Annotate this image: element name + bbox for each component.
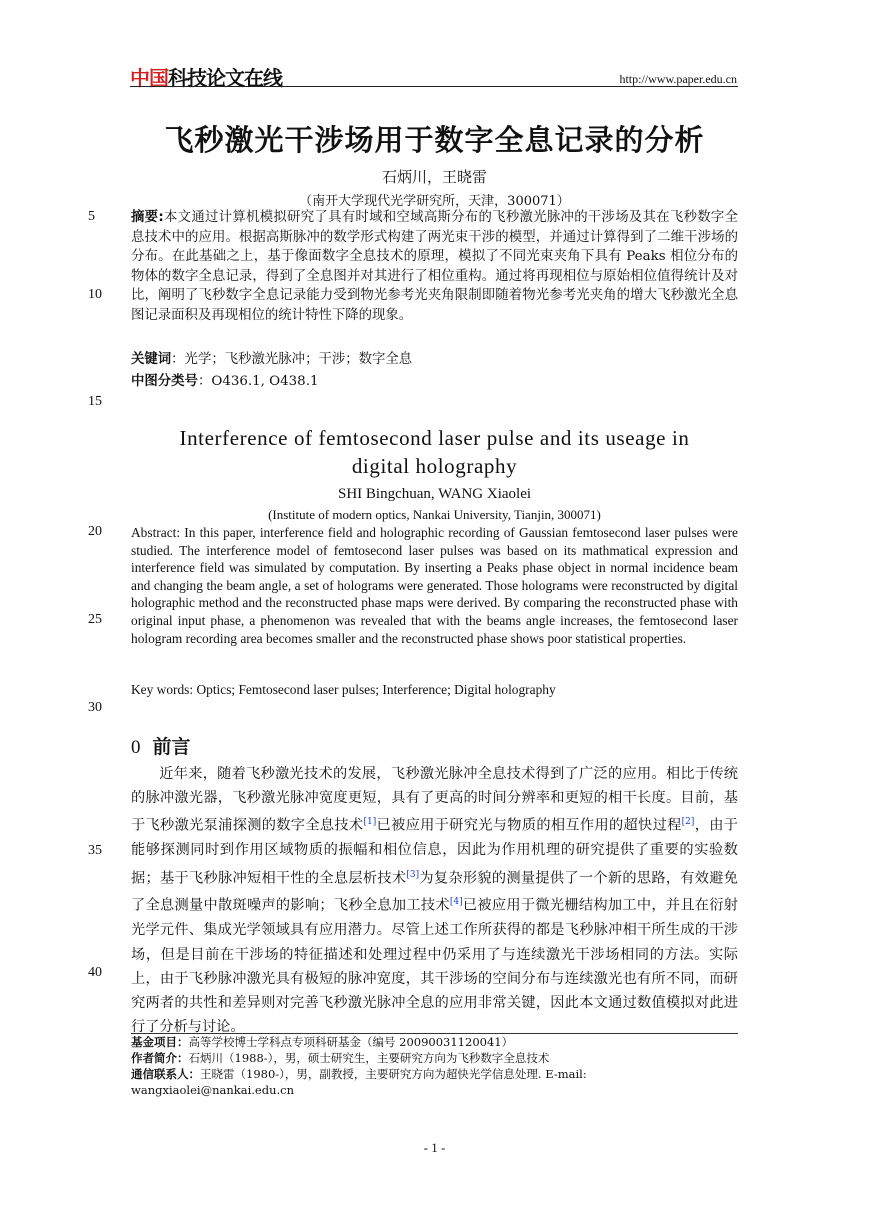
line-number: 5 bbox=[88, 209, 95, 224]
abstract-label: 摘要: bbox=[131, 210, 164, 225]
footnote-contact bbox=[131, 1067, 738, 1099]
title-chinese: 飞秒激光干涉场用于数字全息记录的分析 bbox=[164, 123, 705, 157]
citation-link[interactable]: [1] bbox=[363, 817, 377, 828]
section-title: 前言 bbox=[152, 736, 191, 758]
abstract-english-text: In this paper, interference field and holographic recording of Gaussian femtosecond laser pulses were studied. The interference model of femtosecond laser pulses was based on its mathmatical expression and interference field was simulated by computation. By inserting a Peaks phase object in normal incidence beam and changing the beam angle, a set of holograms were generated. Those holograms were reconstructed by digital holographic method and the reconstructed phase maps were derived. By comparing the reconstructed phase with original input phase, a phenomenon was revealed that with the beams angle increases, the femtosecond laser hologram recording area becomes smaller and the reconstructed phase shows poor statistical properties. bbox=[131, 525, 738, 646]
footnote-author bbox=[131, 1051, 738, 1067]
footnote-rule bbox=[131, 1033, 738, 1034]
authors-english: SHI Bingchuan, WANG Xiaolei bbox=[337, 486, 532, 502]
abstract-text: 本文通过计算机模拟研究了具有时域和空域高斯分布的飞秒激光脉冲的干涉场及其在飞秒数字全息技术中的应用。根据高斯脉冲的数学形式构建了两光束干涉的模型，并通过计算得到了二维干涉场的分布。在此基础之上，基于像面数字全息技术的原理，模拟了不同光束夹角下具有 Peaks 相位分布的物体的数字全息记录，得到了全息图并对其进行了相位重构。通过将再现相位与原始相位值得统计及对比，阐明了飞秒数字全息记录能力受到物光参考光夹角限制即随着物光参考光夹角的增大飞秒激光全息图记录面积及再现相位的统计特性下降的现象。 bbox=[131, 210, 738, 323]
citation-link[interactable]: [3] bbox=[406, 869, 420, 880]
line-number: 10 bbox=[88, 287, 102, 302]
intro-paragraph bbox=[131, 762, 738, 1039]
line-number: 20 bbox=[88, 524, 102, 539]
line-number: 35 bbox=[88, 843, 102, 858]
affiliation-chinese: （南开大学现代光学研究所，天津，300071） bbox=[299, 194, 570, 209]
authors-chinese: 石炳川，王晓雷 bbox=[381, 168, 487, 186]
abstract-english-label: Abstract: bbox=[131, 525, 181, 540]
keywords-text: ：光学；飞秒激光脉冲；干涉；数字全息 bbox=[171, 352, 413, 367]
intro-text: 已被应用于研究光与物质的相互作用的超快过程 bbox=[376, 818, 682, 835]
header-url[interactable]: http://www.paper.edu.cn bbox=[619, 72, 737, 86]
abstract-chinese bbox=[131, 208, 738, 326]
intro-text: ，由于能够探测同时到作用区域物质的振幅和相位信息，因此为作用机理的研究提供了重要的实验数据；基于飞秒脉冲短相干性的全息层析技术 bbox=[131, 818, 738, 887]
footnote-text: 石炳川（1988-），男，硕士研究生，主要研究方向为飞秒数字全息技术 bbox=[188, 1051, 550, 1065]
logo-part-red: 中国 bbox=[130, 66, 168, 90]
header-rule bbox=[130, 86, 738, 87]
clc-number bbox=[131, 370, 318, 389]
citation-link[interactable]: [4] bbox=[449, 897, 463, 908]
keywords-label: 关键词 bbox=[131, 352, 172, 367]
keywords-english bbox=[131, 682, 556, 698]
affiliation-english: (Institute of modern optics, Nankai University, Tianjin, 300071) bbox=[268, 507, 601, 522]
title-english-line: Interference of femtosecond laser pulse and its useage in bbox=[179, 426, 690, 450]
intro-text: 近年来，随着飞秒激光技术的发展，飞秒激光脉冲全息技术得到了广泛的应用。相比于传统的脉冲激光器，飞秒激光脉冲宽度更短，具有了更高的时间分辨率和更短的相干长度。目前，基于飞秒激光泵浦探测的数字全息技术 bbox=[131, 766, 738, 835]
section-heading bbox=[131, 732, 191, 759]
intro-text: 为复杂形貌的测量提供了一个新的思路，有效避免了全息测量中散斑噪声的影响；飞秒全息加工技术 bbox=[131, 870, 738, 915]
keywords-chinese bbox=[131, 348, 412, 367]
section-number: 0 bbox=[131, 737, 141, 758]
keywords-english-text: Optics; Femtosecond laser pulses; Interference; Digital holography bbox=[193, 682, 556, 697]
footnote-text: 高等学校博士学科点专项科研基金（编号 20090031120041） bbox=[188, 1035, 514, 1049]
intro-text: 已被应用于微光栅结构加工中，并且在衍射光学元件、集成光学领域具有应用潜力。尽管上述工作所获得的都是飞秒脉冲相干所生成的干涉场，但是目前在干涉场的特征描述和处理过程中仍采用了与连续激光干涉场相同的方法。实际上，由于飞秒脉冲激光具有极短的脉冲宽度，其干涉场的空间分布与连续激光也有所不同，而研究两者的共性和差异则对完善飞秒激光脉冲全息的应用非常关键，因此本文通过数值模拟对此进行了分析与讨论。 bbox=[131, 898, 738, 1036]
footnote-text: 王晓雷（1980-），男，副教授，主要研究方向为超快光学信息处理. E-mail: wangxiaolei@nankai.edu.cn bbox=[131, 1067, 587, 1097]
clc-text: ：O436.1, O438.1 bbox=[197, 374, 319, 389]
title-english bbox=[131, 424, 738, 480]
footnote-label: 作者简介： bbox=[131, 1051, 189, 1065]
clc-label: 中图分类号 bbox=[131, 374, 198, 389]
abstract-english bbox=[131, 524, 738, 647]
logo-part-black: 科技论文在线 bbox=[168, 66, 282, 90]
line-number: 40 bbox=[88, 965, 102, 980]
footnote-fund bbox=[131, 1035, 738, 1051]
line-number: 30 bbox=[88, 700, 102, 715]
line-number: 25 bbox=[88, 612, 102, 627]
keywords-english-label: Key words: bbox=[131, 682, 194, 697]
footnote-label: 基金项目： bbox=[131, 1035, 189, 1049]
citation-link[interactable]: [2] bbox=[681, 817, 695, 828]
title-english-line: digital holography bbox=[351, 454, 518, 478]
line-number: 15 bbox=[88, 394, 102, 409]
footnote-label: 通信联系人： bbox=[131, 1067, 200, 1081]
page-number: - 1 - bbox=[423, 1140, 446, 1155]
